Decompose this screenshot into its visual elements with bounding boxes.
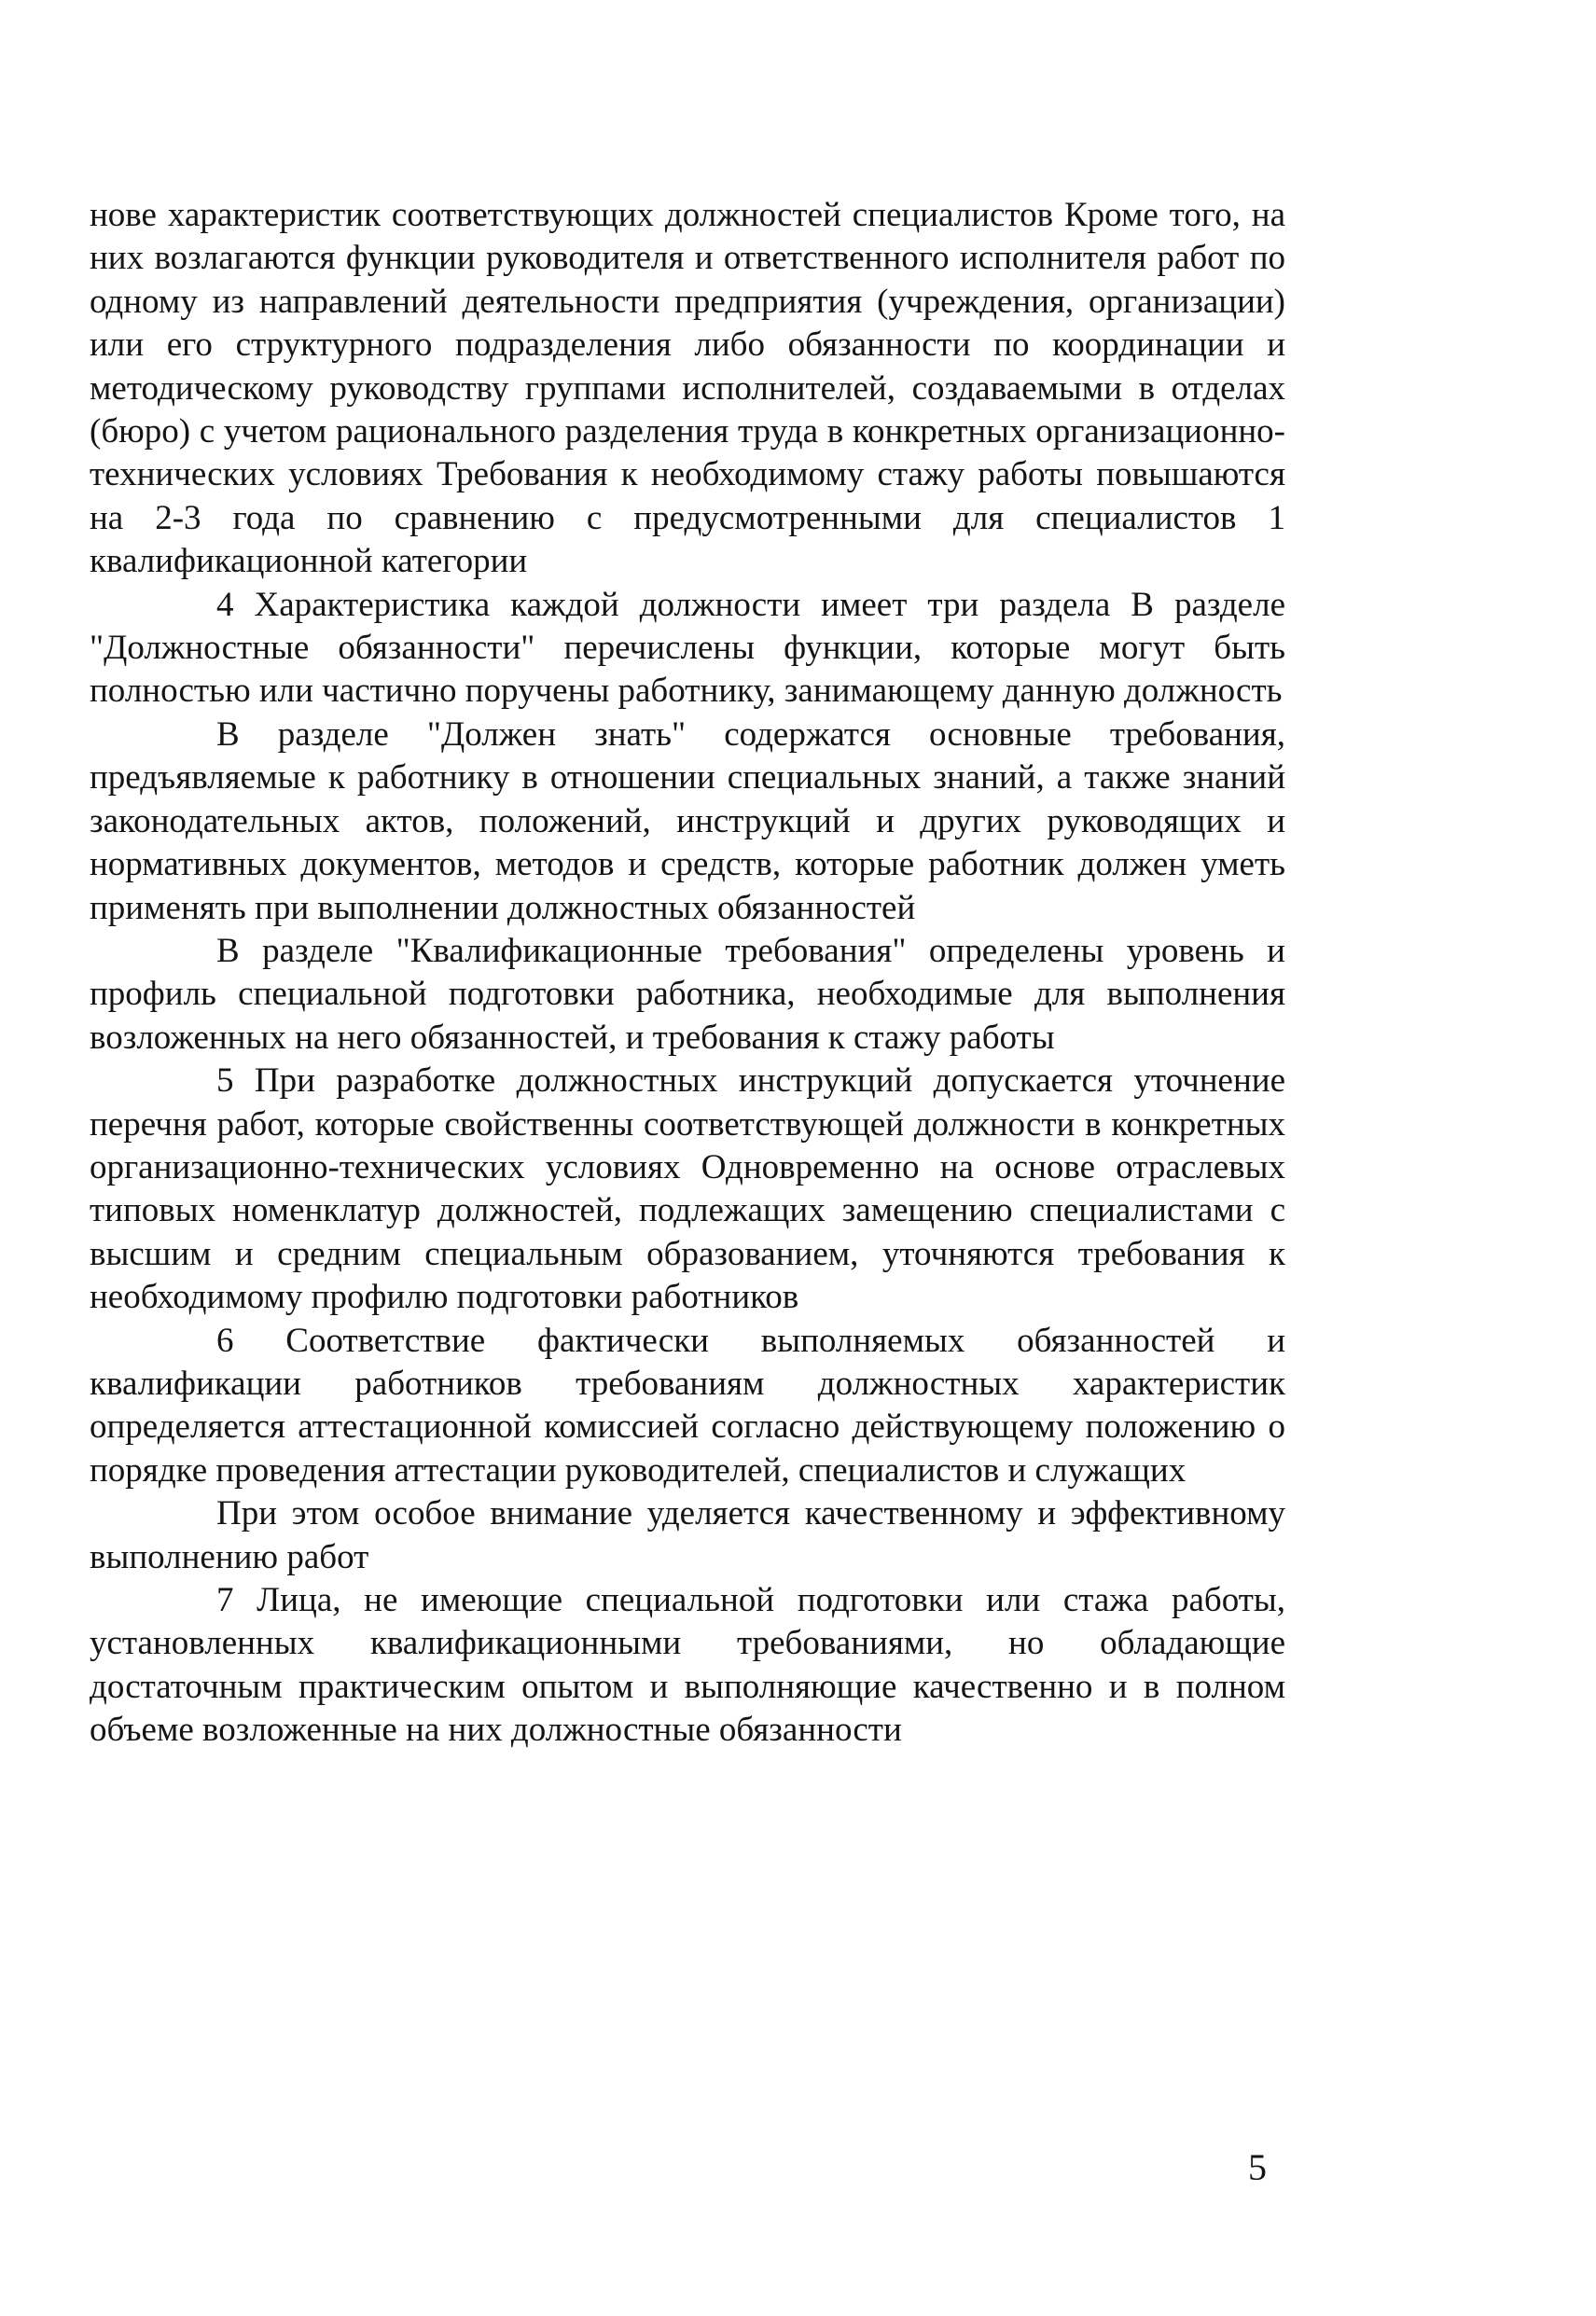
paragraph-continuation: нове характеристик соответствующих должностей специалистов Кроме того, на них возлагаются функции руководителя и ответственного исполнителя работ по одному из направлений деятельности предприятия (учреждения, организации) или его структурного подразделения либо обязанности по координации и методическому руководству группами исполнителей, создаваемыми в отделах (бюро) с учетом рационального разделения труда в конкретных организационно-технических условиях Требования к необходимому стажу работы повышаются на 2-3 года по сравнению с предусмотренными для специалистов 1 квалификационной категории: [90, 196, 1285, 581]
paragraph-6: 6 Соответствие фактически выполняемых обязанностей и квалификации работников требованиям должностных характеристик определяется аттестационной комиссией согласно действующему положению о порядке проведения аттестации руководителей, специалистов и служащих: [90, 1321, 1285, 1490]
page-number: 5: [1248, 2146, 1267, 2188]
paragraph-must-know: В разделе "Должен знать" содержатся основные требования, предъявляемые к работнику в отношении специальных знаний, а также знаний законодательных актов, положений, инструкций и других руководящих и нормативных документов, методов и средств, которые работник должен уметь применять при выполнении должностных обязанностей: [90, 714, 1285, 927]
paragraph-4: 4 Характеристика каждой должности имеет три раздела В разделе "Должностные обязанности" перечислены функции, которые могут быть полностью или частично поручены работнику, занимающему данную должность: [90, 585, 1285, 711]
paragraph-7: 7 Лица, не имеющие специальной подготовки или стажа работы, установленных квалификационными требованиями, но обладающие достаточным практическим опытом и выполняющие качественно и в полном объеме возложенные на них должностные обязанности: [90, 1581, 1285, 1750]
paragraph-special-attention: При этом особое внимание уделяется качественному и эффективному выполнению работ: [90, 1494, 1285, 1576]
paragraph-qualification-requirements: В разделе "Квалификационные требования" определены уровень и профиль специальной подготовки работника, необходимые для выполнения возложенных на него обязанностей, и требования к стажу работы: [90, 931, 1285, 1057]
body-text: [90, 194, 1285, 1753]
paragraph-5: 5 При разработке должностных инструкций допускается уточнение перечня работ, которые свойственны соответствующей должности в конкретных организационно-технических условиях Одновременно на основе отраслевых типовых номенклатур должностей, подлежащих замещению специалистами с высшим и средним специальным образованием, уточняются требования к необходимому профилю подготовки работников: [90, 1061, 1285, 1317]
